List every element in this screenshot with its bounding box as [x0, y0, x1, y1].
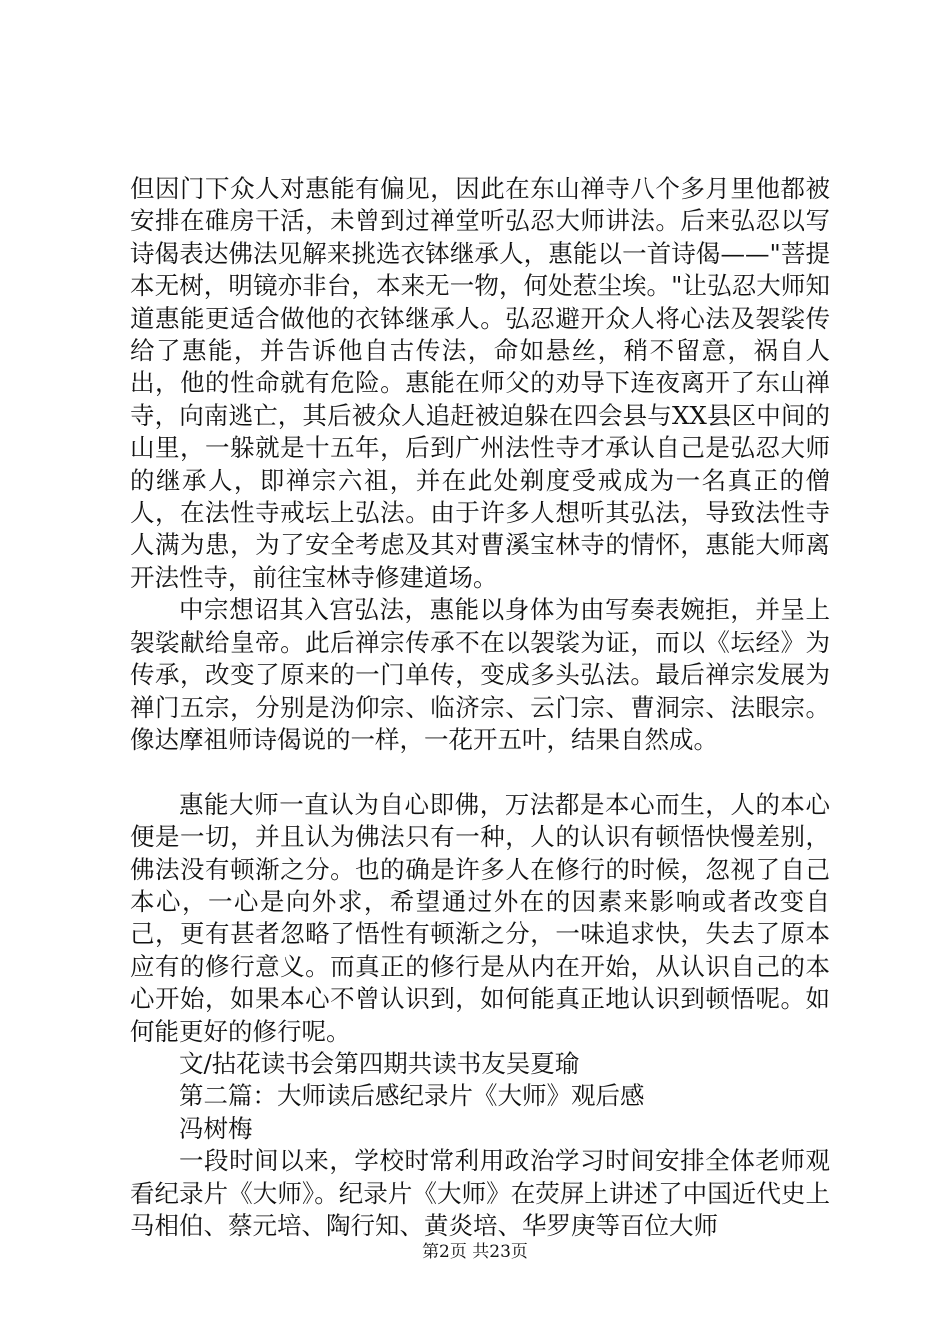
- paragraph-spacer: [130, 756, 830, 788]
- paragraph-huineng-inheritance: 但因门下众人对惠能有偏见，因此在东山禅寺八个多月里他都被安排在碓房干活，未曾到过禅堂听弘忍大师讲法。后来弘忍以写诗偈表达佛法见解来挑选衣钵继承人，惠能以一首诗偈——"菩提本无树，明镜亦非台，本来无一物，何处惹尘埃。"让弘忍大师知道惠能更适合做他的衣钵继承人。弘忍避开众人将心法及袈裟传给了惠能，并告诉他自古传法，命如悬丝，稍不留意，祸自人出，他的性命就有危险。惠能在师父的劝导下连夜离开了东山禅寺，向南逃亡，其后被众人追赶被迫躲在四会县与XX县区中间的山里，一躲就是十五年，后到广州法性寺才承认自己是弘忍大师的继承人，即禅宗六祖，并在此处剃度受戒成为一名真正的僧人，在法性寺戒坛上弘法。由于许多人想听其弘法，导致法性寺人满为患，为了安全考虑及其对曹溪宝林寺的情怀，惠能大师离开法性寺，前往宝林寺修建道场。: [130, 174, 830, 592]
- paragraph-zhongzong-invitation: 中宗想诏其入宫弘法，惠能以身体为由写奏表婉拒，并呈上袈裟献给皇帝。此后禅宗传承不在以袈裟为证，而以《坛经》为传承，改变了原来的一门单传，变成多头弘法。最后禅宗发展为禅门五宗，分别是沩仰宗、临济宗、云门宗、曹洞宗、法眼宗。像达摩祖师诗偈说的一样，一花开五叶，结果自然成。: [130, 595, 830, 754]
- paragraph-self-mind-buddha: 惠能大师一直认为自心即佛，万法都是本心而生，人的本心便是一切，并且认为佛法只有一种，人的认识有顿悟快慢差别，佛法没有顿渐之分。也的确是许多人在修行的时候，忽视了自己本心，一心是向外求，希望通过外在的因素来影响或者改变自己，更有甚者忽略了悟性有顿渐之分，一味追求快，失去了原本应有的修行意义。而真正的修行是从内在开始，从认识自己的本心开始，如果本心不曾认识到，如何能真正地认识到顿悟呢。如何能更好的修行呢。: [130, 789, 830, 1046]
- paragraph-documentary-intro: 一段时间以来，学校时常利用政治学习时间安排全体老师观看纪录片《大师》。纪录片《大师》在荧屏上讲述了中国近代史上马相伯、蔡元培、陶行知、黄炎培、华罗庚等百位大师: [130, 1146, 830, 1240]
- document-body: [130, 173, 830, 1242]
- author-signature: 文/拈花读书会第四期共读书友吴夏瑜: [179, 1048, 580, 1078]
- author-name: 冯树梅: [179, 1113, 253, 1143]
- page-number-footer: 第2页 共23页: [422, 1242, 528, 1262]
- section-title-second-article: 第二篇：大师读后感纪录片《大师》观后感: [179, 1081, 645, 1111]
